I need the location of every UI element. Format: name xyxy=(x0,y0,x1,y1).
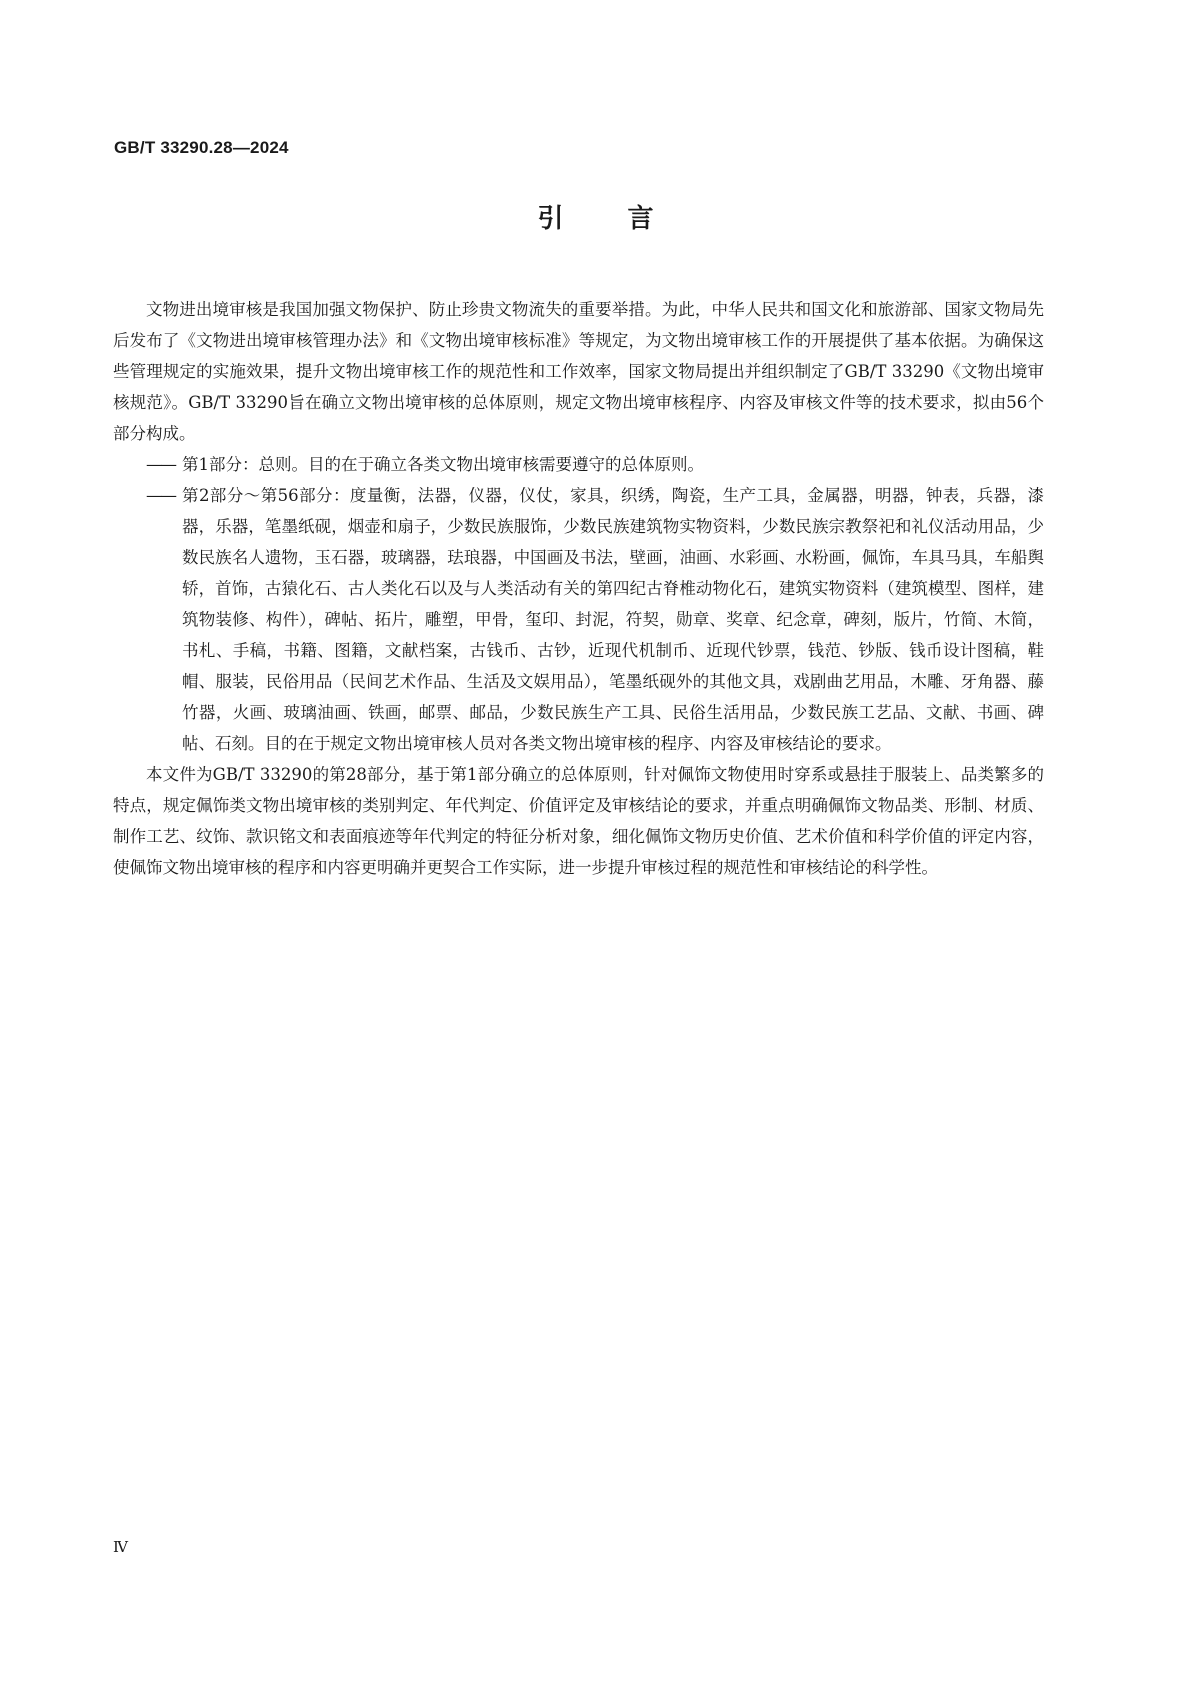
part-list-item-2 xyxy=(113,480,1044,759)
part-list-item-1-text: 第1部分：总则。目的在于确立各类文物出境审核需要遵守的总体原则。 xyxy=(182,455,704,474)
intro-paragraph-1: 文物进出境审核是我国加强文物保护、防止珍贵文物流失的重要举措。为此，中华人民共和国文化和旅游部、国家文物局先后发布了《文物进出境审核管理办法》和《文物出境审核标准》等规定，为文物出境审核工作的开展提供了基本依据。为确保这些管理规定的实施效果，提升文物出境审核工作的规范性和工作效率，国家文物局提出并组织制定了GB/T 33290《文物出境审核规范》。GB/T 33290旨在确立文物出境审核的总体原则，规定文物出境审核程序、内容及审核文件等的技术要求，拟由56个部分构成。 xyxy=(113,300,1044,443)
introduction-body xyxy=(113,294,1044,883)
part-list-item-2-text: 第2部分～第56部分：度量衡，法器，仪器，仪仗，家具，织绣，陶瓷，生产工具，金属器，明器，钟表，兵器，漆器，乐器，笔墨纸砚，烟壶和扇子，少数民族服饰，少数民族建筑物实物资料，少数民族宗教祭祀和礼仪活动用品，少数民族名人遗物，玉石器，玻璃器，珐琅器，中国画及书法，壁画，油画、水彩画、水粉画，佩饰，车具马具，车船舆轿，首饰，古猿化石、古人类化石以及与人类活动有关的第四纪古脊椎动物化石，建筑实物资料（建筑模型、图样，建筑物装修、构件），碑帖、拓片，雕塑，甲骨，玺印、封泥，符契，勋章、奖章、纪念章，碑刻，版片，竹简、木简，书札、手稿，书籍、图籍，文献档案，古钱币、古钞，近现代机制币、近现代钞票，钱范、钞版、钱币设计图稿，鞋帽、服装，民俗用品（民间艺术作品、生活及文娱用品），笔墨纸砚外的其他文具，戏剧曲艺用品，木雕、牙角器、藤竹器，火画、玻璃油画、铁画，邮票、邮品，少数民族生产工具、民俗生活用品，少数民族工艺品、文献、书画、碑帖、石刻。目的在于规定文物出境审核人员对各类文物出境审核的程序、内容及审核结论的要求。 xyxy=(182,486,1044,753)
intro-paragraph-2: 本文件为GB/T 33290的第28部分，基于第1部分确立的总体原则，针对佩饰文物使用时穿系或悬挂于服装上、品类繁多的特点，规定佩饰类文物出境审核的类别判定、年代判定、价值评定及审核结论的要求，并重点明确佩饰文物品类、形制、材质、制作工艺、纹饰、款识铭文和表面痕迹等年代判定的特征分析对象，细化佩饰文物历史价值、艺术价值和科学价值的评定内容，使佩饰文物出境审核的程序和内容更明确并更契合工作实际，进一步提升审核过程的规范性和审核结论的科学性。 xyxy=(113,765,1044,877)
dash-marker: —— xyxy=(146,486,175,505)
page-title: 引言 xyxy=(537,204,718,234)
part-list-item-1 xyxy=(113,449,1044,480)
page-number: Ⅳ xyxy=(113,1538,128,1556)
document-code: GB/T 33290.28—2024 xyxy=(114,138,289,157)
dash-marker: —— xyxy=(146,455,175,474)
